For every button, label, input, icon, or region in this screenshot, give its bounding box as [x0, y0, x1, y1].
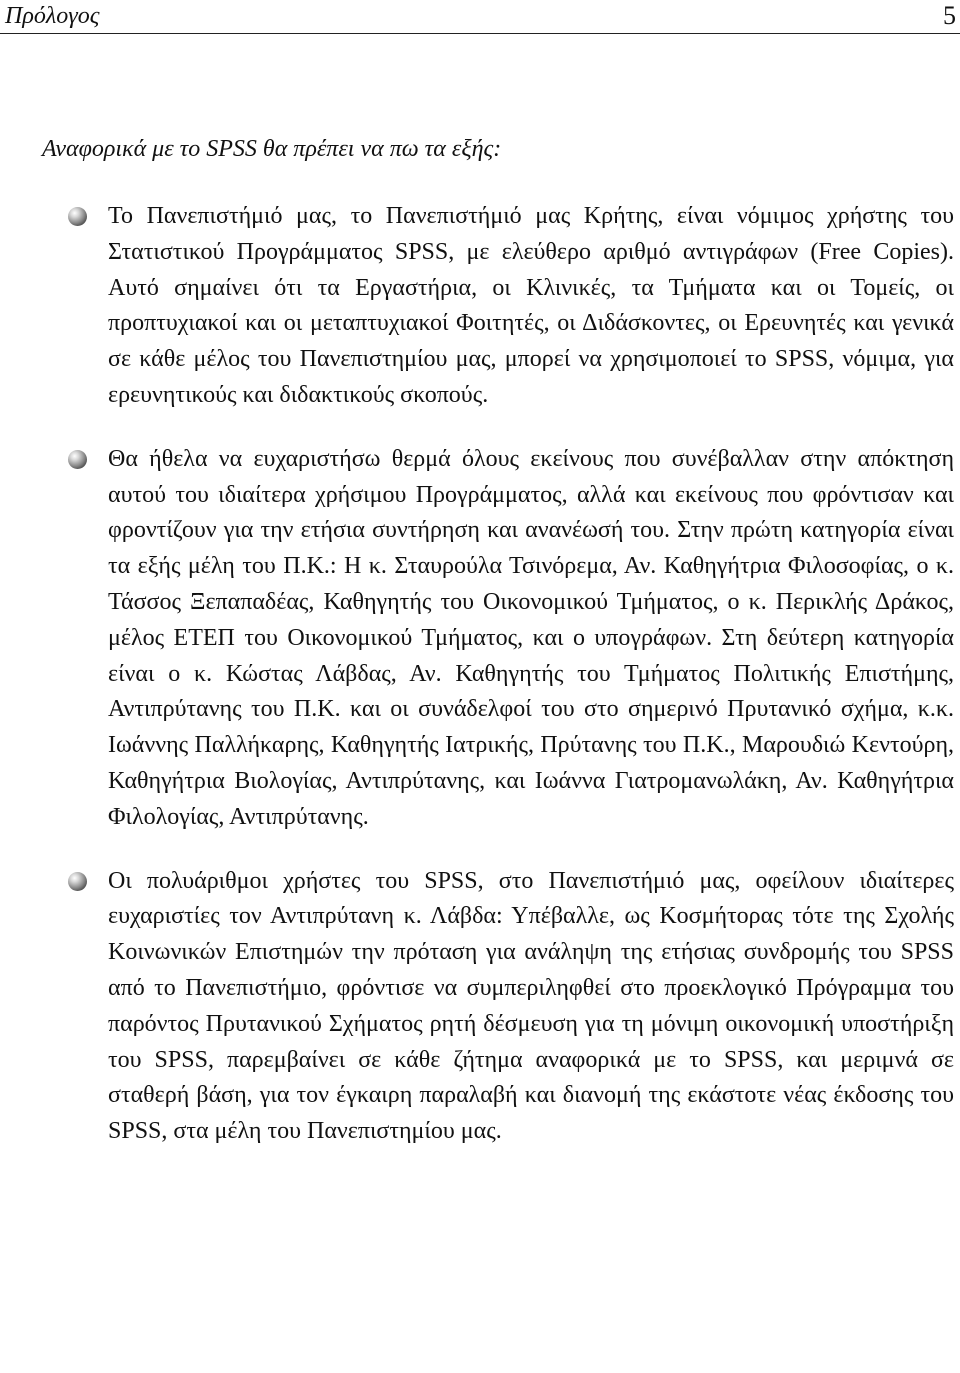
list-item-text: Θα ήθελα να ευχαριστήσω θερμά όλους εκείνους που συνέβαλλαν στην απόκτηση αυτού του ιδιαίτερα χρήσιμου Προγράμματος, αλλά και εκείνους που φρόντισαν και φροντίζουν για την ετήσια συντήρηση και ανανέωσή του. Στην πρώτη κατηγορία είναι τα εξής μέλη του Π.Κ.: Η κ. Σταυρούλα Τσινόρεμα, Αν. Καθηγήτρια Φιλοσοφίας, ο κ. Τάσσος Ξεπαπαδέας, Καθηγητής του Οικονομικού Τμήματος, ο κ. Περικλής Δράκος, μέλος ΕΤΕΠ του Οικονομικού Τμήματος, και ο υπογράφων. Στη δεύτερη κατηγορία είναι ο κ. Κώστας Λάβδας, Αν. Καθηγητής του Τμήματος Πολιτικής Επιστήμης, Αντιπρύτανης του Π.Κ. και οι συνάδελφοί του στο σημερινό Πρυτανικό σχήμα, κ.κ. Ιωάννης Παλλήκαρης, Καθηγητής Ιατρικής, Πρύτανης του Π.Κ., Μαρουδιώ Κεντούρη, Καθηγήτρια Βιολογίας, Αντιπρύτανης, και Ιωάννα Γιατρομανωλάκη, Αν. Καθηγήτρια Φιλολογίας, Αντιπρύτανης. [108, 445, 954, 830]
running-header [0, 0, 960, 34]
list-item-text: Το Πανεπιστήμιό μας, το Πανεπιστήμιό μας Κρήτης, είναι νόμιμος χρήστης του Στατιστικού Προγράμματος SPSS, με ελεύθερο αριθμό αντιγράφων (Free Copies). Αυτό σημαίνει ότι τα Εργαστήρια, οι Κλινικές, τα Τμήματα και οι Τομείς, οι προπτυχιακοί και οι μεταπτυχιακοί Φοιτητές, οι Διδάσκοντες, οι Ερευνητές και γενικά σε κάθε μέλος του Πανεπιστημίου μας, μπορεί να χρησιμοποιεί το SPSS, νόμιμα, για ερευνητικούς και διδακτικούς σκοπούς. [108, 203, 954, 408]
intro-line: Αναφορικά με το SPSS θα πρέπει να πω τα εξής: [42, 136, 502, 162]
bullet-icon [68, 872, 87, 891]
section-title: Πρόλογος [5, 3, 100, 29]
list-item [108, 442, 954, 836]
list-item [108, 864, 954, 1150]
list-item [108, 199, 954, 414]
bullet-icon [68, 450, 87, 469]
bullet-list [0, 199, 960, 1178]
list-item-text: Οι πολυάριθμοι χρήστες του SPSS, στο Πανεπιστήμιό μας, οφείλουν ιδιαίτερες ευχαριστίες τον Αντιπρύτανη κ. Λάβδα: Υπέβαλλε, ως Κοσμήτορας τότε της Σχολής Κοινωνικών Επιστημών την πρόταση για ανάληψη της ετήσιας συνδρομής του SPSS από το Πανεπιστήμιο, φρόντισε να συμπεριληφθεί στο προεκλογικό Πρόγραμμα του παρόντος Πρυτανικού Σχήματος ρητή δέσμευση για τη μόνιμη οικονομική υποστήριξη του SPSS, παρεμβαίνει σε κάθε ζήτημα αναφορικά με το SPSS, και μεριμνά σε σταθερή βάση, για τον έγκαιρη παραλαβή και διανομή της εκάστοτε νέας έκδοσης του SPSS, στα μέλη του Πανεπιστημίου μας. [108, 867, 954, 1145]
page-number: 5 [943, 1, 956, 30]
bullet-icon [68, 207, 87, 226]
